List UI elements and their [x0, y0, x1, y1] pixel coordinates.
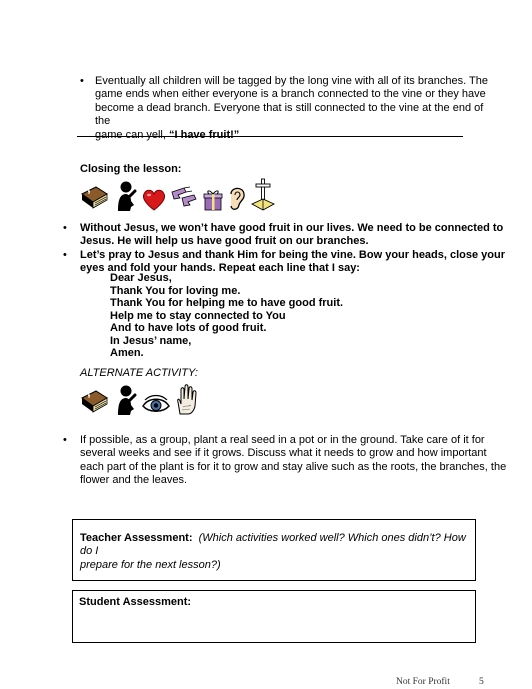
cross-bible-icon: [251, 178, 275, 212]
footer-text: Not For Profit: [396, 677, 450, 687]
top-bullet-text: Eventually all children will be tagged by the long vine with all of its branches. The game ends when either everyone is a branch connected to the vine or they have become a dead branch. Everyone that is still connected to the vine at the end of the game can yell, “I have fruit!”: [95, 75, 488, 141]
praying-child-icon: [112, 384, 138, 416]
list-item: Let’s pray to Jesus and thank Him for being the vine. Bow your heads, close your eyes and fold your hands. Repeat each line that I say:: [80, 249, 506, 275]
page-number: 5: [479, 677, 484, 687]
teacher-assessment-prompt: (Which activities worked well? Which ones didn’t? How do I: [80, 532, 466, 558]
bible-icon: [79, 386, 109, 416]
closing-icons: [79, 178, 275, 212]
teacher-assessment-text: Teacher Assessment: (Which activities worked well? Which ones didn’t? How do I prepare for the next lesson?): [80, 532, 466, 571]
closing-heading: Closing the lesson:: [80, 163, 182, 175]
divider-rule: [77, 136, 463, 137]
student-assessment-box[interactable]: [72, 590, 476, 643]
bible-icon: [79, 182, 109, 212]
eye-icon: [141, 394, 171, 416]
list-item: If possible, as a group, plant a real seed in a pot or in the ground. Take care of it for several weeks and see if it grows. Discuss what it needs to grow and how important each part of the plant is for it to grow and stay alive such as the roots, the branches, the flower and the leaves.: [80, 434, 507, 487]
hand-icon: [174, 384, 198, 416]
bullet-marker: •: [63, 249, 67, 261]
bullet-marker: •: [80, 75, 84, 87]
teacher-assessment-box[interactable]: [72, 519, 476, 581]
bullet-marker: •: [63, 434, 67, 446]
gift-icon: [203, 188, 223, 212]
student-assessment-label: Student Assessment:: [79, 596, 192, 608]
teacher-assessment-label: Teacher Assessment:: [80, 532, 193, 544]
heart-icon: [141, 188, 167, 212]
list-item: Without Jesus, we won’t have good fruit in our lives. We need to be connected to Jesus. He will help us have good fruit on our branches.: [80, 222, 504, 248]
hands-pointing-icon: [170, 184, 200, 212]
ear-icon: [226, 184, 248, 212]
bullet-marker: •: [63, 222, 67, 234]
alternate-heading: ALTERNATE ACTIVITY:: [80, 367, 198, 379]
alternate-icons: [79, 384, 198, 416]
prayer-text: Dear Jesus, Thank You for loving me. Thank You for helping me to have good fruit. Help me to stay connected to You And to have lots of good fruit. In Jesus’ name, Amen.: [110, 272, 344, 359]
praying-child-icon: [112, 180, 138, 212]
